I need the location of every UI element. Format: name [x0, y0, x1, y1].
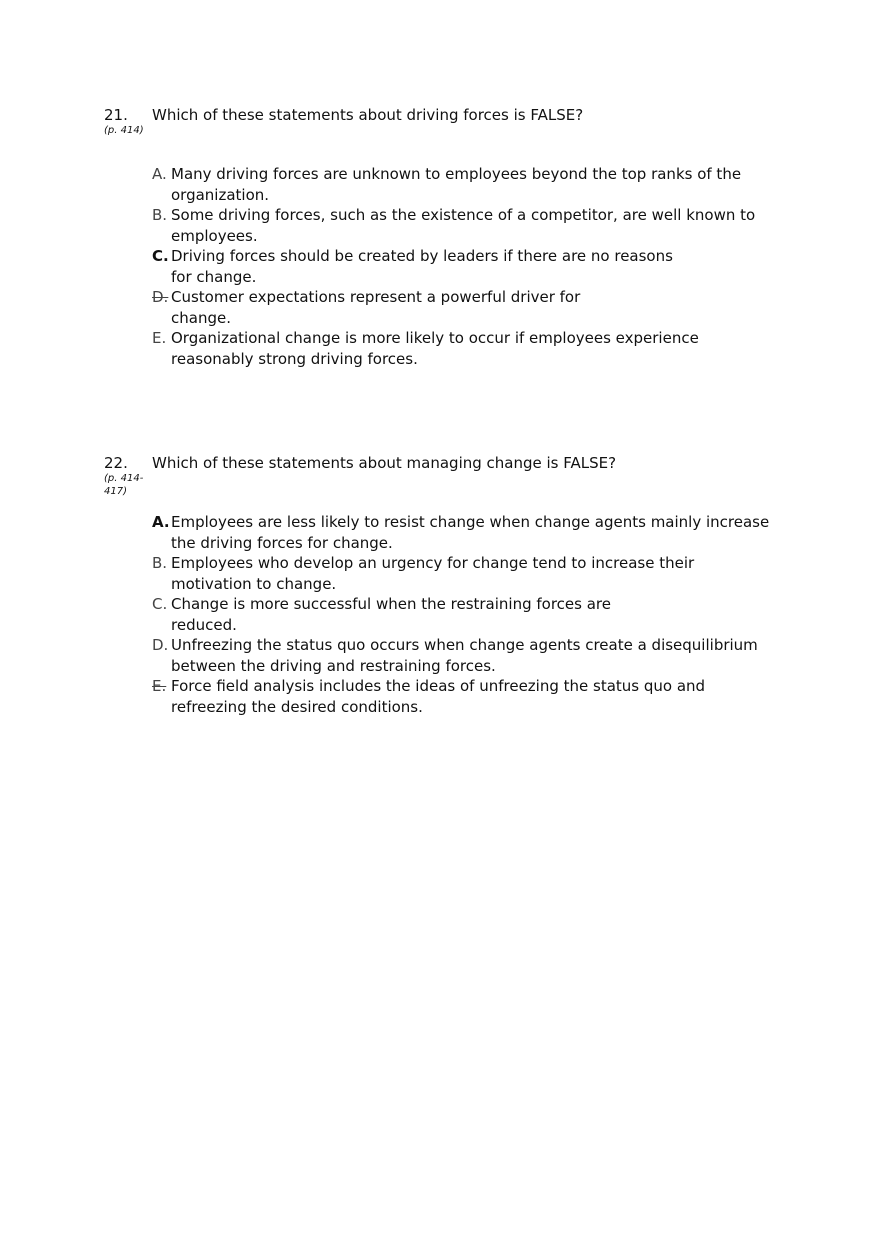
answer-text: Change is more successful when the restraining forces are reduced. — [171, 595, 612, 634]
answer-letter: D. — [152, 636, 169, 654]
answer-text: Some driving forces, such as the existence of a competitor, are well known to employees. — [171, 206, 756, 245]
answer-letter: C. — [152, 595, 168, 613]
answer-option — [152, 164, 792, 205]
answer-text: Employees who develop an urgency for change tend to increase their motivation to change. — [171, 554, 695, 593]
answer-letter: B. — [152, 206, 168, 224]
answer-letter-correct: C. — [152, 247, 169, 265]
answer-text: Employees are less likely to resist change when change agents mainly increase the driving forces for change. — [171, 513, 770, 552]
page-reference: (p. 414) — [104, 125, 144, 136]
answer-option — [152, 328, 792, 369]
answer-text: Driving forces should be created by leaders if there are no reasons for change. — [171, 247, 673, 286]
answer-option — [152, 635, 792, 676]
answer-option-correct — [152, 512, 792, 553]
question-text: Which of these statements about managing change is FALSE? — [152, 454, 617, 472]
answer-option-struck — [152, 287, 792, 328]
answer-letter-struck: D. — [152, 288, 169, 306]
answer-letter: A. — [152, 165, 167, 183]
answer-text: Unfreezing the status quo occurs when change agents create a disequilibrium between the driving and restraining forces. — [171, 636, 758, 675]
question-number: 22. — [104, 454, 128, 472]
answer-letter-struck: E. — [152, 677, 167, 695]
answer-letter-correct: A. — [152, 513, 170, 531]
answer-text: Organizational change is more likely to occur if employees experience reasonably strong driving forces. — [171, 329, 699, 368]
answer-text: Many driving forces are unknown to employees beyond the top ranks of the organization. — [171, 165, 742, 204]
page-reference: (p. 414-417) — [104, 473, 144, 497]
answer-letter: B. — [152, 554, 168, 572]
answer-option — [152, 205, 792, 246]
answer-option — [152, 553, 792, 594]
answer-list-22 — [152, 512, 792, 717]
question-number: 21. — [104, 106, 128, 124]
answer-list-21 — [152, 164, 792, 369]
answer-option-correct — [152, 246, 792, 287]
answer-text: Customer expectations represent a powerful driver for change. — [171, 288, 581, 327]
answer-option — [152, 594, 792, 635]
answer-letter: E. — [152, 329, 167, 347]
answer-text: Force field analysis includes the ideas of unfreezing the status quo and refreezing the desired conditions. — [171, 677, 706, 716]
question-text: Which of these statements about driving forces is FALSE? — [152, 106, 584, 124]
answer-option-struck — [152, 676, 792, 717]
